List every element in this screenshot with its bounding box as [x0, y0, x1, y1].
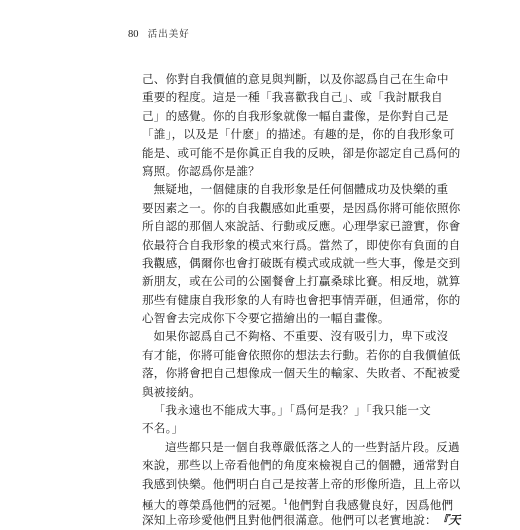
- page-number: 80: [128, 29, 139, 40]
- text-line: 所自認的那個人來說話、行動或反應。心理學家已證實，你會: [142, 219, 461, 234]
- text-line: 能是、或可能不是你眞正自我的反映，卻是你認定自己爲何的: [142, 145, 461, 160]
- text-line: 不名。」: [142, 421, 184, 436]
- text-line: 依最符合自我形象的模式來行爲。當然了，即使你有負面的自: [142, 237, 461, 252]
- text-line: [142, 511, 461, 529]
- body-text: [142, 70, 461, 530]
- text-line: 這些都只是一個自我尊嚴低落之人的一些對話片段。反過: [165, 439, 460, 454]
- text-line: 那些有健康自我形象的人有時也會把事情弄砸，但通常，你的: [142, 292, 461, 307]
- text-segment: 『天: [436, 513, 461, 528]
- text-line: 落，你將會把自己想像成一個天生的輸家、失敗者、不配被愛: [142, 366, 461, 381]
- footnote-marker: 1: [283, 497, 289, 506]
- text-line: 有才能，你將可能會依照你的想法去行動。若你的自我價値低: [142, 347, 461, 362]
- text-line: 要因素之一。你的自我觀感如此重要，是因爲你將可能依照你: [142, 200, 461, 215]
- text-segment: 極大的尊榮爲他們的冠冕。: [142, 497, 284, 512]
- text-line: 新朋友，或在公司的公園餐會上打贏桑球比賽。相反地，就算: [142, 274, 461, 289]
- text-segment: 他們對自我感覺良好，因爲他們: [288, 497, 454, 512]
- text-line: 與被接納。: [142, 384, 201, 399]
- text-line: 如果你認爲自己不夠格、不重要、沒有吸引力，卑下或沒: [153, 329, 449, 344]
- text-line: 重要的程度。這是一種「我喜歡我自己」、或「我討厭我自: [142, 90, 443, 105]
- running-header: [128, 26, 190, 40]
- text-segment: 深知上帝珍愛他們且對他們很滿意。他們可以老實地說：: [142, 513, 437, 528]
- text-line: 「我永遠也不能成大事。」「爲何是我？」「我只能一文: [153, 403, 431, 418]
- text-line: 「誰」，以及是「什麽」的描述。有趣的是，你的自我形象可: [142, 127, 455, 142]
- book-title: 活出美好: [147, 29, 190, 40]
- text-line: [142, 493, 454, 512]
- text-line: 寫照。你認爲你是誰？: [142, 163, 260, 178]
- text-line: 己」的感覺。你的自我形象就像一幅自畫像，是你對自己是: [142, 108, 449, 123]
- text-line: 己、你對自我價値的意見與判斷，以及你認爲自己在生命中: [142, 72, 449, 86]
- text-line: 心智會去完成你下令要它描繪出的一幅自畫像。: [142, 311, 390, 326]
- text-line: 我觀感，偶爾你也會打破既有模式或成就一些大事，像是交到: [142, 255, 461, 270]
- text-line: 無疑地，一個健康的自我形象是任何個體成功及快樂的重: [153, 182, 449, 197]
- text-line: 來說，那些以上帝看他們的角度來檢視自己的個體，通常對自: [142, 458, 461, 473]
- text-line: 我感到快樂。他們明白自己是按著上帝的形像所造，且上帝以: [142, 476, 461, 491]
